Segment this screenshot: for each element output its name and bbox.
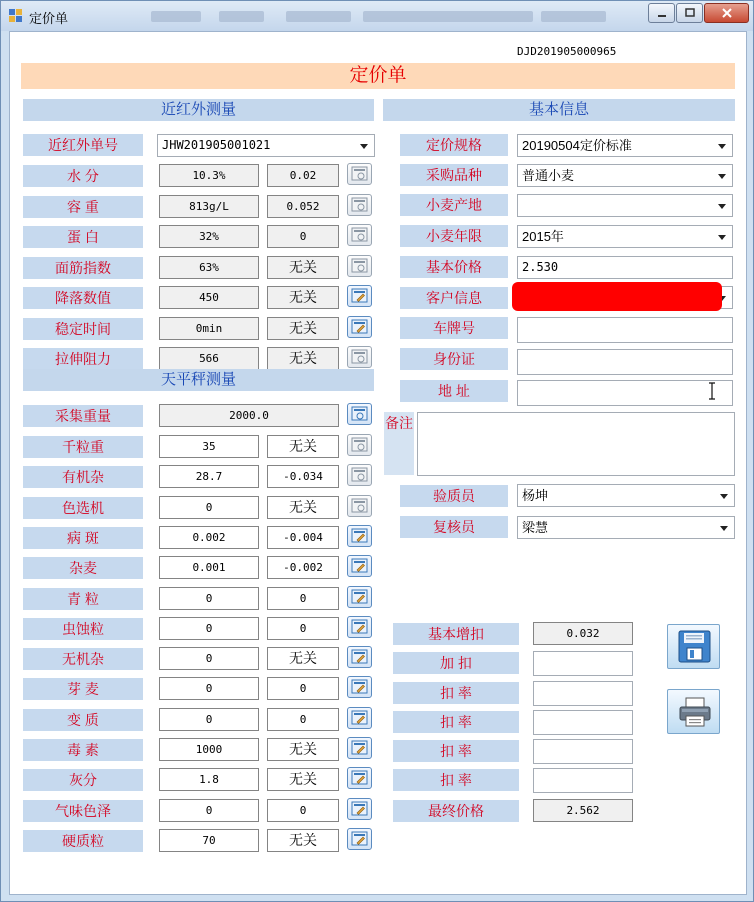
balance-row-coefficient: -0.004 (267, 526, 339, 549)
view-icon (351, 467, 369, 483)
nir-row-coefficient: 0 (267, 225, 339, 248)
nir-no-label: 近红外单号 (23, 134, 143, 156)
edit-icon (351, 649, 369, 665)
window-title: 定价单 (29, 11, 69, 26)
app-icon (9, 9, 25, 23)
deduction-rate-input-3[interactable] (533, 739, 633, 764)
balance-row-value: 0 (159, 587, 259, 610)
year-label: 小麦年限 (400, 225, 508, 247)
nir-no-combobox[interactable] (157, 134, 375, 157)
blurred-title-info (363, 11, 533, 22)
balance-row-value: 0 (159, 496, 259, 519)
nir-row-label: 蛋 白 (23, 226, 143, 248)
balance-row-value: 1000 (159, 738, 259, 761)
basic-info-section-title: 基本信息 (383, 99, 735, 121)
chevron-down-icon[interactable] (720, 494, 728, 499)
view-icon (351, 227, 369, 243)
view-icon (351, 498, 369, 514)
balance-row-coefficient: -0.002 (267, 556, 339, 579)
title-bar[interactable] (1, 1, 753, 31)
deduction-rate-input-4[interactable] (533, 768, 633, 793)
balance-row-label: 虫蚀粒 (23, 618, 143, 640)
final-price-label: 最终价格 (393, 800, 519, 822)
nir-row-detail-button[interactable] (347, 194, 372, 216)
balance-row-coefficient: 0 (267, 587, 339, 610)
nir-row-value: 0min (159, 317, 259, 340)
base-price-field[interactable] (517, 256, 733, 279)
edit-icon (351, 831, 369, 847)
balance-row-detail-button[interactable] (347, 798, 372, 820)
address-input[interactable] (517, 380, 733, 406)
reviewer-label: 复核员 (400, 516, 508, 538)
nir-row-coefficient: 无关 (267, 256, 339, 279)
base-price-label: 基本价格 (400, 256, 508, 278)
balance-row-coefficient: 无关 (267, 768, 339, 791)
origin-label: 小麦产地 (400, 194, 508, 216)
nir-row-coefficient: 无关 (267, 317, 339, 340)
nir-row-value: 32% (159, 225, 259, 248)
edit-icon (351, 558, 369, 574)
minimize-icon (657, 8, 667, 18)
base-adjust-value: 0.032 (533, 622, 633, 645)
customer-label: 客户信息 (400, 287, 508, 309)
view-icon (351, 258, 369, 274)
plate-input[interactable] (517, 317, 733, 343)
nir-row-coefficient: 0.052 (267, 195, 339, 218)
balance-row-label: 变 质 (23, 709, 143, 731)
balance-row-coefficient: 无关 (267, 435, 339, 458)
origin-combobox[interactable] (517, 194, 733, 217)
print-button[interactable] (667, 689, 720, 734)
sample-weight-value: 2000.0 (159, 404, 339, 427)
balance-row-label: 杂麦 (23, 557, 143, 579)
nir-row-label: 面筋指数 (23, 257, 143, 279)
printer-icon (678, 695, 712, 729)
chevron-down-icon[interactable] (718, 235, 726, 240)
nir-row-value: 10.3% (159, 164, 259, 187)
balance-row-detail-button[interactable] (347, 555, 372, 577)
close-button[interactable] (704, 3, 749, 23)
inspector-value: 杨坤 (522, 488, 549, 503)
nir-row-coefficient: 无关 (267, 286, 339, 309)
balance-row-value: 0.002 (159, 526, 259, 549)
minimize-button[interactable] (648, 3, 675, 23)
nir-row-detail-button[interactable] (347, 285, 372, 307)
inspector-combobox[interactable] (517, 484, 735, 507)
view-icon (351, 349, 369, 365)
blurred-title-info (286, 11, 351, 22)
maximize-icon (685, 8, 695, 18)
year-combobox[interactable] (517, 225, 733, 248)
id-card-input[interactable] (517, 349, 733, 375)
price-spec-label: 定价规格 (400, 134, 508, 156)
balance-row-detail-button[interactable] (347, 828, 372, 850)
nir-row-label: 稳定时间 (23, 318, 143, 340)
year-value: 2015年 (522, 229, 564, 244)
price-spec-value: 20190504定价标准 (522, 138, 632, 153)
balance-row-coefficient: 0 (267, 799, 339, 822)
nir-row-detail-button[interactable] (347, 255, 372, 277)
reviewer-combobox[interactable] (517, 516, 735, 539)
remark-textarea[interactable] (417, 412, 735, 476)
variety-label: 采购品种 (400, 164, 508, 186)
balance-row-detail-button[interactable] (347, 434, 372, 456)
blurred-title-info (541, 11, 606, 22)
nir-row-value: 813g/L (159, 195, 259, 218)
nir-row-value: 566 (159, 347, 259, 370)
balance-row-coefficient: 无关 (267, 496, 339, 519)
balance-row-value: 0 (159, 647, 259, 670)
edit-icon (351, 801, 369, 817)
nir-no-value: JHW201905001021 (162, 138, 271, 152)
plate-label: 车牌号 (400, 317, 508, 339)
sample-weight-label: 采集重量 (23, 405, 143, 427)
balance-row-label: 毒 素 (23, 739, 143, 761)
edit-icon (351, 740, 369, 756)
balance-row-value: 0.001 (159, 556, 259, 579)
edit-icon (351, 770, 369, 786)
deduction-rate-label-3: 扣 率 (393, 740, 519, 762)
edit-icon (351, 319, 369, 335)
address-label: 地 址 (400, 380, 508, 402)
view-icon (351, 197, 369, 213)
extra-deduction-label: 加 扣 (393, 652, 519, 674)
price-spec-combobox[interactable] (517, 134, 733, 157)
edit-icon (351, 288, 369, 304)
balance-row-value: 0 (159, 799, 259, 822)
nir-row-coefficient: 无关 (267, 347, 339, 370)
balance-row-detail-button[interactable] (347, 646, 372, 668)
edit-icon (351, 589, 369, 605)
balance-row-value: 0 (159, 677, 259, 700)
balance-row-coefficient: 0 (267, 617, 339, 640)
chevron-down-icon[interactable] (360, 144, 368, 149)
balance-row-coefficient: 无关 (267, 647, 339, 670)
blurred-title-info (219, 11, 264, 22)
deduction-rate-input-1[interactable] (533, 681, 633, 706)
chevron-down-icon[interactable] (718, 174, 726, 179)
balance-row-label: 无机杂 (23, 648, 143, 670)
chevron-down-icon[interactable] (718, 204, 726, 209)
balance-row-label: 硬质粒 (23, 830, 143, 852)
extra-deduction-input[interactable] (533, 651, 633, 676)
maximize-button[interactable] (676, 3, 703, 23)
balance-row-value: 70 (159, 829, 259, 852)
nir-section-title: 近红外测量 (23, 99, 374, 121)
redacted-customer-info (512, 282, 722, 311)
page-title: 定价单 (21, 63, 735, 89)
balance-row-value: 0 (159, 617, 259, 640)
balance-row-label: 芽 麦 (23, 678, 143, 700)
nir-row-label: 容 重 (23, 196, 143, 218)
edit-icon (351, 679, 369, 695)
base-adjust-label: 基本增扣 (393, 623, 519, 645)
save-icon (678, 630, 712, 664)
balance-row-value: 35 (159, 435, 259, 458)
balance-row-label: 有机杂 (23, 466, 143, 488)
blurred-title-info (151, 11, 201, 22)
weigh-icon (351, 406, 369, 422)
sample-weight-button[interactable] (347, 403, 372, 425)
balance-row-detail-button[interactable] (347, 464, 372, 486)
nir-row-value: 63% (159, 256, 259, 279)
variety-combobox[interactable] (517, 164, 733, 187)
balance-row-detail-button[interactable] (347, 586, 372, 608)
nir-row-label: 水 分 (23, 165, 143, 187)
nir-row-detail-button[interactable] (347, 316, 372, 338)
deduction-rate-label-4: 扣 率 (393, 769, 519, 791)
nir-row-detail-button[interactable] (347, 224, 372, 246)
base-price-value: 2.530 (522, 260, 559, 274)
balance-row-detail-button[interactable] (347, 616, 372, 638)
nir-row-detail-button[interactable] (347, 346, 372, 368)
balance-row-label: 千粒重 (23, 436, 143, 458)
inspector-label: 验质员 (400, 485, 508, 507)
balance-row-label: 气味色泽 (23, 800, 143, 822)
close-icon (721, 7, 733, 19)
balance-row-label: 灰分 (23, 769, 143, 791)
nir-row-detail-button[interactable] (347, 163, 372, 185)
balance-row-label: 色选机 (23, 497, 143, 519)
balance-row-detail-button[interactable] (347, 737, 372, 759)
balance-row-detail-button[interactable] (347, 676, 372, 698)
deduction-rate-label-1: 扣 率 (393, 682, 519, 704)
balance-row-detail-button[interactable] (347, 525, 372, 547)
chevron-down-icon[interactable] (718, 144, 726, 149)
final-price-value: 2.562 (533, 799, 633, 822)
balance-row-value: 0 (159, 708, 259, 731)
id-card-label: 身份证 (400, 348, 508, 370)
edit-icon (351, 619, 369, 635)
balance-row-coefficient: 0 (267, 677, 339, 700)
order-number: DJD201905000965 (517, 45, 617, 58)
deduction-rate-label-2: 扣 率 (393, 711, 519, 733)
balance-row-coefficient: 0 (267, 708, 339, 731)
remark-label: 备注 (384, 412, 414, 475)
save-button[interactable] (667, 624, 720, 669)
deduction-rate-input-2[interactable] (533, 710, 633, 735)
balance-row-detail-button[interactable] (347, 767, 372, 789)
text-cursor-icon (708, 382, 716, 400)
balance-row-coefficient: -0.034 (267, 465, 339, 488)
edit-icon (351, 528, 369, 544)
nir-row-label: 降落数值 (23, 287, 143, 309)
balance-row-label: 青 粒 (23, 588, 143, 610)
view-icon (351, 166, 369, 182)
balance-row-detail-button[interactable] (347, 495, 372, 517)
nir-row-coefficient: 0.02 (267, 164, 339, 187)
chevron-down-icon[interactable] (720, 526, 728, 531)
balance-row-detail-button[interactable] (347, 707, 372, 729)
edit-icon (351, 710, 369, 726)
balance-section-title: 天平秤测量 (23, 369, 374, 391)
balance-row-value: 1.8 (159, 768, 259, 791)
view-icon (351, 437, 369, 453)
balance-row-label: 病 斑 (23, 527, 143, 549)
reviewer-value: 梁慧 (522, 520, 549, 535)
balance-row-coefficient: 无关 (267, 829, 339, 852)
nir-row-label: 拉伸阻力 (23, 348, 143, 370)
variety-value: 普通小麦 (522, 168, 575, 183)
balance-row-value: 28.7 (159, 465, 259, 488)
nir-row-value: 450 (159, 286, 259, 309)
balance-row-coefficient: 无关 (267, 738, 339, 761)
